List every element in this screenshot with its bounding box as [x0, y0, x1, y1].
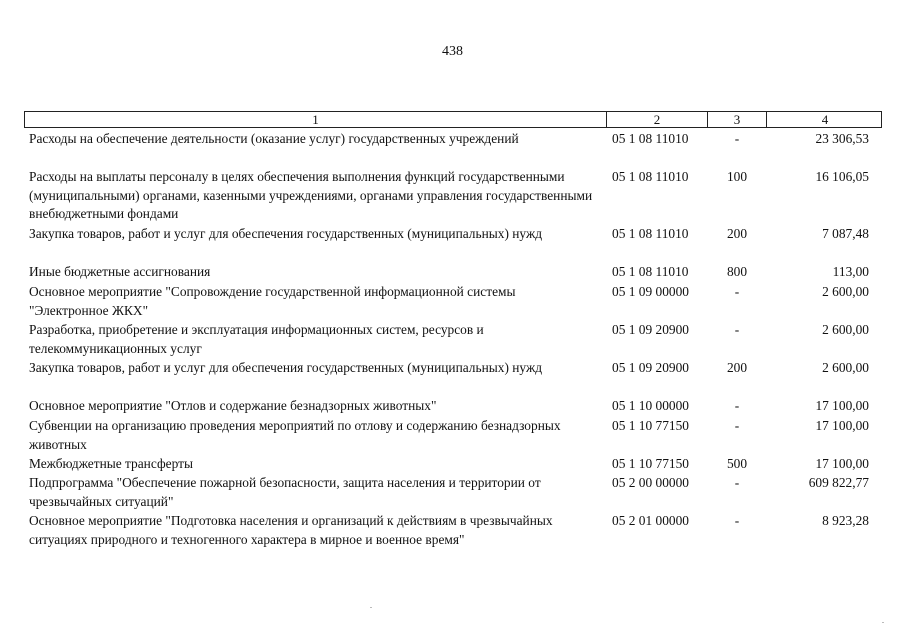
row-name: Основное мероприятие "Подготовка населения и организаций к действиям в чрезвычайных ситуациях природного и техногенного характера в мирное и военное время" [29, 513, 553, 547]
header-col-4: 4 [766, 112, 883, 127]
header-col-1: 1 [312, 112, 319, 127]
row-type: 200 [726, 226, 748, 241]
row-type: 200 [726, 360, 748, 375]
row-type: - [734, 131, 740, 146]
row-type: - [734, 398, 740, 413]
row-name: Иные бюджетные ассигнования [29, 264, 211, 279]
row-amount: 16 106,05 [815, 169, 869, 184]
page-number: 438 [442, 44, 463, 59]
row-type: 100 [726, 169, 748, 184]
row-amount: 2 600,00 [822, 322, 869, 337]
row-code: 05 1 08 11010 [612, 264, 689, 279]
row-code: 05 1 08 11010 [612, 131, 689, 146]
row-amount: 7 087,48 [822, 226, 869, 241]
header-col-3: 3 [707, 112, 766, 127]
row-amount: 609 822,77 [808, 475, 869, 490]
row-amount: 23 306,53 [815, 131, 869, 146]
row-type: - [734, 284, 740, 299]
row-amount: 17 100,00 [815, 418, 869, 433]
row-amount: 8 923,28 [822, 513, 869, 528]
row-type: 500 [726, 456, 748, 471]
row-type: 800 [726, 264, 748, 279]
row-type: - [734, 322, 740, 337]
row-name: Разработка, приобретение и эксплуатация информационных систем, ресурсов и телекоммуникационных услуг [29, 322, 484, 356]
row-name: Основное мероприятие "Отлов и содержание безнадзорных животных" [29, 398, 437, 413]
row-code: 05 1 10 00000 [612, 398, 689, 413]
row-code: 05 1 09 20900 [612, 360, 689, 375]
header-col-2: 2 [606, 112, 707, 127]
row-name: Межбюджетные трансферты [29, 456, 193, 471]
row-amount: 113,00 [832, 264, 869, 279]
row-code: 05 1 10 77150 [612, 418, 689, 433]
table-header-row [24, 111, 882, 128]
row-name: Закупка товаров, работ и услуг для обеспечения государственных (муниципальных) нужд [29, 360, 543, 375]
row-name: Закупка товаров, работ и услуг для обеспечения государственных (муниципальных) нужд [29, 226, 543, 241]
row-code: 05 1 08 11010 [612, 226, 689, 241]
row-amount: 2 600,00 [822, 284, 869, 299]
row-amount: 17 100,00 [815, 456, 869, 471]
scan-speck [370, 607, 372, 608]
row-code: 05 1 09 20900 [612, 322, 689, 337]
row-code: 05 1 08 11010 [612, 169, 689, 184]
row-type: - [734, 513, 740, 528]
row-name: Основное мероприятие "Сопровождение государственной информационной системы "Электронное ЖКХ" [29, 284, 516, 318]
row-code: 05 2 00 00000 [612, 475, 689, 490]
scan-speck [882, 622, 884, 623]
row-code: 05 1 09 00000 [612, 284, 689, 299]
row-name: Расходы на обеспечение деятельности (оказание услуг) государственных учреждений [29, 131, 519, 146]
row-code: 05 2 01 00000 [612, 513, 689, 528]
row-name: Подпрограмма "Обеспечение пожарной безопасности, защита населения и территории от чрезвычайных ситуаций" [29, 475, 541, 509]
row-name: Субвенции на организацию проведения мероприятий по отлову и содержанию безнадзорных животных [29, 418, 561, 452]
row-type: - [734, 418, 740, 433]
row-amount: 17 100,00 [815, 398, 869, 413]
row-code: 05 1 10 77150 [612, 456, 689, 471]
row-type: - [734, 475, 740, 490]
row-amount: 2 600,00 [822, 360, 869, 375]
row-name: Расходы на выплаты персоналу в целях обеспечения выполнения функций государственными (муниципальными) органами, казенными учреждениями, органами управления государственными внебюджетными фондами [29, 169, 593, 221]
